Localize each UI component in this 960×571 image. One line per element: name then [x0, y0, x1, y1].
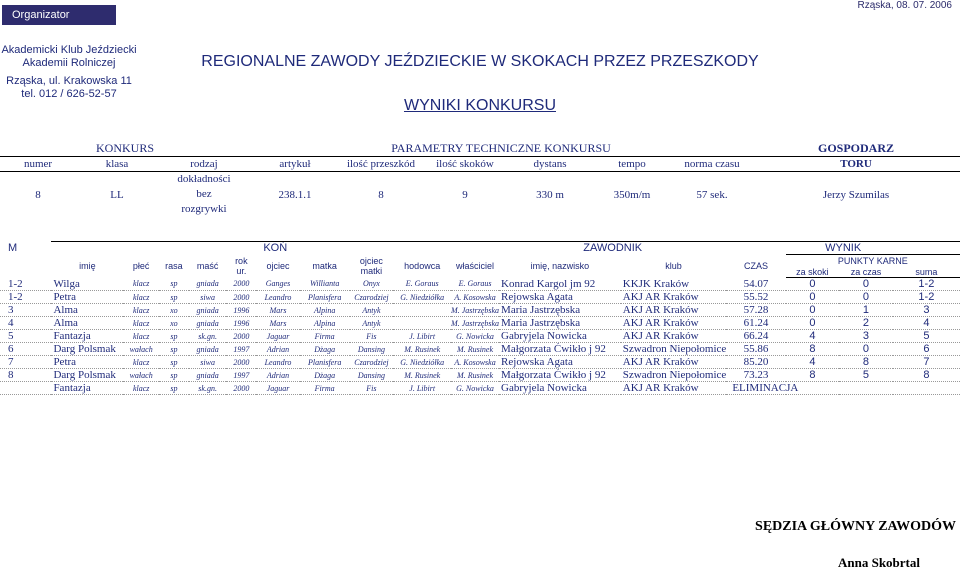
- result-place: 1-2: [0, 278, 51, 291]
- result-time: 55.52: [726, 291, 785, 304]
- penalty-time: 1: [839, 304, 893, 317]
- horse-owner: M. Rusinek: [451, 343, 499, 356]
- horse-year: 1996: [226, 317, 256, 330]
- table-row: [0, 356, 960, 369]
- penalty-time: 8: [839, 356, 893, 369]
- hdr-ojciec-matki: [350, 255, 394, 278]
- horse-color: siwa: [189, 291, 227, 304]
- horse-breeder: [393, 317, 451, 330]
- horse-dam-sire: Antyk: [350, 304, 394, 317]
- col-header: norma czasu: [672, 157, 752, 172]
- horse-sex: klacz: [123, 278, 159, 291]
- penalty-sum: 5: [893, 330, 960, 343]
- club-line: Rząska, ul. Krakowska 11: [6, 75, 132, 87]
- penalty-time: 0: [839, 343, 893, 356]
- table-row: [0, 304, 960, 317]
- horse-dam: Alpina: [300, 304, 350, 317]
- horse-breeder: G. Niedziółka: [393, 356, 451, 369]
- col-header: klasa: [76, 157, 158, 172]
- result-place: 3: [0, 304, 51, 317]
- table-row: [0, 278, 960, 291]
- rider-club: Szwadron Niepołomice: [622, 343, 727, 355]
- horse-name: Fantazja: [51, 330, 123, 343]
- horse-name: Darg Polsmak: [51, 369, 123, 382]
- col-header: ilość skoków: [422, 157, 508, 172]
- hdr-matka: matka: [312, 261, 337, 271]
- horse-dam: Alpina: [300, 317, 350, 330]
- rider-club: AKJ AR Kraków: [621, 356, 727, 369]
- horse-dam: Dżaga: [300, 369, 350, 382]
- horse-breed: sp: [159, 330, 189, 343]
- konkurs-table: [0, 141, 960, 217]
- col-header: TORU: [752, 157, 960, 172]
- horse-name: Darg Polsmak: [51, 343, 123, 356]
- rider-name: Gabryjela Nowicka: [499, 330, 621, 343]
- konkurs-dystans: 330 m: [536, 188, 564, 201]
- penalty-time: 3: [839, 330, 893, 343]
- rider-club: AKJ AR Kraków: [621, 330, 727, 343]
- group-wynik: WYNIK: [726, 242, 960, 255]
- horse-dam: Firma: [300, 382, 350, 395]
- horse-name: Petra: [51, 356, 123, 369]
- result-place: 8: [0, 369, 51, 382]
- rider-name: Małgorzata Ćwikło j 92: [499, 369, 621, 382]
- horse-color: gniada: [189, 304, 227, 317]
- rider-name: Gabryjela Nowicka: [499, 382, 621, 395]
- penalty-sum: 4: [893, 317, 960, 330]
- col-header: tempo: [592, 157, 672, 172]
- horse-year: 2000: [226, 382, 256, 395]
- penalty-sum: 1-2: [893, 278, 960, 291]
- table-row: [0, 291, 960, 304]
- horse-year: 1997: [226, 369, 256, 382]
- konkurs-tempo: 350m/m: [613, 188, 651, 201]
- penalty-sum: 7: [893, 356, 960, 369]
- rider-club: AKJ AR Kraków: [621, 304, 727, 317]
- group-params: PARAMETRY TECHNICZNE KONKURSU: [391, 141, 611, 155]
- horse-year: 2000: [226, 291, 256, 304]
- result-time: 85.20: [726, 356, 785, 369]
- horse-dam-sire: Fis: [350, 330, 394, 343]
- result-time: 66.24: [726, 330, 785, 343]
- horse-breeder: E. Goraus: [393, 278, 451, 291]
- result-time: 54.07: [726, 278, 785, 291]
- col-header: numer: [0, 157, 76, 172]
- hdr-za-czas: za czas: [839, 266, 893, 278]
- rider-club: Szwadron Niepołomice: [622, 369, 727, 381]
- hdr-wlasciciel: właściciel: [456, 261, 495, 271]
- horse-name: Petra: [51, 291, 123, 304]
- horse-year: 2000: [226, 356, 256, 369]
- horse-dam-sire: Antyk: [350, 317, 394, 330]
- konkurs-klasa: LL: [110, 188, 124, 201]
- event-date: Rząska, 08. 07. 2006: [857, 0, 952, 11]
- horse-sire: Adrian: [256, 343, 300, 356]
- group-konkurs: KONKURS: [95, 141, 154, 155]
- penalty-jumps: 0: [786, 278, 840, 291]
- konkurs-przeszkod: 8: [378, 188, 384, 201]
- horse-color: gniada: [189, 317, 227, 330]
- horse-sex: klacz: [123, 291, 159, 304]
- horse-owner: G. Nowicka: [451, 330, 499, 343]
- penalty-sum: 3: [893, 304, 960, 317]
- rodzaj-line: bez: [196, 188, 212, 200]
- result-place: 4: [0, 317, 51, 330]
- horse-dam: Willianta: [300, 278, 350, 291]
- rider-name: Maria Jastrzębska: [499, 304, 621, 317]
- horse-sire: Adrian: [256, 369, 300, 382]
- horse-name: Wilga: [51, 278, 123, 291]
- horse-sire: Ganges: [256, 278, 300, 291]
- hdr-om-line: ojciec: [359, 256, 383, 266]
- horse-name: Alma: [51, 304, 123, 317]
- penalty-time: 5: [839, 369, 893, 382]
- page-subtitle: WYNIKI KONKURSU: [403, 97, 556, 114]
- penalty-jumps: 8: [786, 343, 840, 356]
- rider-club: KKJK Kraków: [621, 278, 727, 291]
- penalty-jumps: 0: [786, 304, 840, 317]
- rider-club: AKJ AR Kraków: [621, 291, 727, 304]
- rider-name: Maria Jastrzębska: [499, 317, 621, 330]
- horse-sire: Mars: [256, 317, 300, 330]
- horse-owner: A. Kosowska: [451, 291, 499, 304]
- rider-club: AKJ AR Kraków: [621, 317, 727, 330]
- rider-club: AKJ AR Kraków: [621, 382, 727, 395]
- judge-name: Anna Skobrtal: [838, 555, 920, 570]
- horse-breeder: G. Niedziółka: [393, 291, 451, 304]
- col-header: rodzaj: [158, 157, 250, 172]
- hdr-za-skoki: za skoki: [786, 266, 840, 278]
- hdr-czas: CZAS: [743, 261, 768, 271]
- horse-breed: sp: [159, 343, 189, 356]
- rider-name: Konrad Kargol jm 92: [499, 278, 621, 291]
- table-row: [0, 369, 960, 382]
- horse-year: 2000: [226, 330, 256, 343]
- result-time: 73.23: [726, 369, 785, 382]
- horse-owner: G. Nowicka: [451, 382, 499, 395]
- horse-dam: Planisfera: [300, 356, 350, 369]
- penalty-time: 0: [839, 291, 893, 304]
- horse-sire: Jaguar: [256, 330, 300, 343]
- penalty-time: 2: [839, 317, 893, 330]
- horse-color: sk.gn.: [189, 382, 227, 395]
- horse-dam-sire: Dansing: [350, 343, 394, 356]
- club-line: Akademii Rolniczej: [22, 57, 116, 69]
- horse-owner: E. Goraus: [451, 278, 499, 291]
- result-place: 6: [0, 343, 51, 356]
- penalty-sum: 8: [893, 369, 960, 382]
- penalty-sum: 6: [893, 343, 960, 356]
- horse-breed: sp: [159, 369, 189, 382]
- club-line: tel. 012 / 626-52-57: [21, 88, 117, 100]
- horse-sire: Jaguar: [256, 382, 300, 395]
- result-time: ELIMINACJA: [726, 382, 960, 395]
- rodzaj-line: dokładności: [177, 173, 231, 185]
- group-punkty: PUNKTY KARNE: [786, 255, 960, 267]
- penalty-sum: 1-2: [893, 291, 960, 304]
- hdr-zawodnik: imię, nazwisko: [530, 261, 590, 271]
- penalty-jumps: 8: [786, 369, 840, 382]
- hdr-plec: płeć: [132, 261, 150, 271]
- horse-dam: Firma: [300, 330, 350, 343]
- hdr-m: M: [8, 241, 18, 254]
- horse-sex: klacz: [123, 330, 159, 343]
- group-kon: KOŃ: [51, 242, 499, 255]
- hdr-rasa: rasa: [165, 261, 183, 271]
- horse-year: 1997: [226, 343, 256, 356]
- hdr-masc: maść: [196, 261, 219, 271]
- horse-breed: sp: [159, 382, 189, 395]
- horse-dam-sire: Czarodziej: [350, 356, 394, 369]
- horse-color: gniada: [189, 369, 227, 382]
- horse-year: 2000: [226, 278, 256, 291]
- horse-breeder: M. Rusinek: [393, 343, 451, 356]
- horse-owner: A. Kosowska: [451, 356, 499, 369]
- col-header: ilość przeszkód: [340, 157, 422, 172]
- konkurs-numer: 8: [35, 188, 41, 201]
- table-row: [0, 317, 960, 330]
- hdr-om-line: matki: [360, 266, 383, 276]
- horse-breeder: [393, 304, 451, 317]
- horse-breeder: J. Libirt: [393, 382, 451, 395]
- result-time: 61.24: [726, 317, 785, 330]
- organizer-label: Organizator zawodów:: [2, 5, 116, 25]
- rodzaj-line: rozgrywki: [181, 203, 227, 215]
- result-place: 1-2: [0, 291, 51, 304]
- col-header: artykuł: [250, 157, 340, 172]
- horse-breeder: M. Rusinek: [393, 369, 451, 382]
- penalty-jumps: 4: [786, 356, 840, 369]
- horse-sire: Leandro: [256, 356, 300, 369]
- rider-name: Małgorzata Ćwikło j 92: [499, 343, 621, 356]
- horse-breed: sp: [159, 356, 189, 369]
- horse-sex: wałach: [123, 343, 159, 356]
- result-place: [0, 382, 51, 395]
- konkurs-skokow: 9: [462, 188, 468, 201]
- horse-sex: wałach: [123, 369, 159, 382]
- horse-year: 1996: [226, 304, 256, 317]
- konkurs-artykul: 238.1.1: [278, 188, 312, 201]
- konkurs-norma: 57 sek.: [696, 188, 728, 201]
- horse-dam-sire: Czarodziej: [350, 291, 394, 304]
- club-line: Akademicki Klub Jeździecki: [1, 44, 137, 56]
- penalty-time: 0: [839, 278, 893, 291]
- result-time: 57.28: [726, 304, 785, 317]
- col-header: dystans: [508, 157, 592, 172]
- judge-title: SĘDZIA GŁÓWNY ZAWODÓW: [755, 519, 956, 534]
- horse-color: gniada: [189, 278, 227, 291]
- penalty-jumps: 4: [786, 330, 840, 343]
- horse-color: siwa: [189, 356, 227, 369]
- horse-sex: klacz: [123, 304, 159, 317]
- page-title: REGIONALNE ZAWODY JEŹDZIECKIE W SKOKACH PRZEZ PRZESZKODY: [201, 53, 759, 70]
- konkurs-rodzaj: [158, 172, 250, 218]
- result-time: 55.86: [726, 343, 785, 356]
- table-row: [0, 330, 960, 343]
- horse-owner: M. Jastrzębska: [451, 305, 500, 315]
- hdr-suma: suma: [893, 266, 960, 278]
- hdr-rok: [226, 255, 256, 278]
- hdr-rok-line: ur.: [236, 266, 247, 276]
- rider-name: Rejowska Agata: [499, 291, 621, 304]
- horse-breed: xo: [159, 304, 189, 317]
- horse-dam: Dżaga: [300, 343, 350, 356]
- horse-breed: sp: [159, 278, 189, 291]
- horse-sex: klacz: [123, 356, 159, 369]
- hdr-rok-line: rok: [235, 256, 248, 266]
- horse-dam-sire: Dansing: [350, 369, 394, 382]
- horse-sire: Leandro: [256, 291, 300, 304]
- horse-sex: klacz: [123, 317, 159, 330]
- horse-sex: klacz: [123, 382, 159, 395]
- penalty-jumps: 0: [786, 291, 840, 304]
- horse-breed: xo: [159, 317, 189, 330]
- horse-color: gniada: [189, 343, 227, 356]
- rider-name: Rejowska Agata: [499, 356, 621, 369]
- hdr-klub: klub: [665, 261, 682, 271]
- results-table: [0, 241, 960, 395]
- horse-breeder: J. Libirt: [393, 330, 451, 343]
- horse-name: Alma: [51, 317, 123, 330]
- horse-owner: M. Jastrzębska: [451, 318, 500, 328]
- horse-dam-sire: Onyx: [350, 278, 394, 291]
- hdr-imie: imię: [79, 261, 96, 271]
- hdr-ojciec: ojciec: [266, 261, 290, 271]
- penalty-jumps: 0: [786, 317, 840, 330]
- group-zawodnik: ZAWODNIK: [499, 242, 726, 255]
- horse-color: sk.gn.: [189, 330, 227, 343]
- horse-dam: Planisfera: [300, 291, 350, 304]
- horse-name: Fantazja: [51, 382, 123, 395]
- horse-sire: Mars: [256, 304, 300, 317]
- group-host: GOSPODARZ: [817, 141, 894, 155]
- hdr-hodowca: hodowca: [404, 261, 441, 271]
- table-row: [0, 343, 960, 356]
- result-place: 7: [0, 356, 51, 369]
- horse-dam-sire: Fis: [350, 382, 394, 395]
- table-row: [0, 382, 960, 395]
- konkurs-gospodarz: Jerzy Szumilas: [822, 188, 890, 201]
- result-place: 5: [0, 330, 51, 343]
- horse-breed: sp: [159, 291, 189, 304]
- horse-owner: M. Rusinek: [451, 369, 499, 382]
